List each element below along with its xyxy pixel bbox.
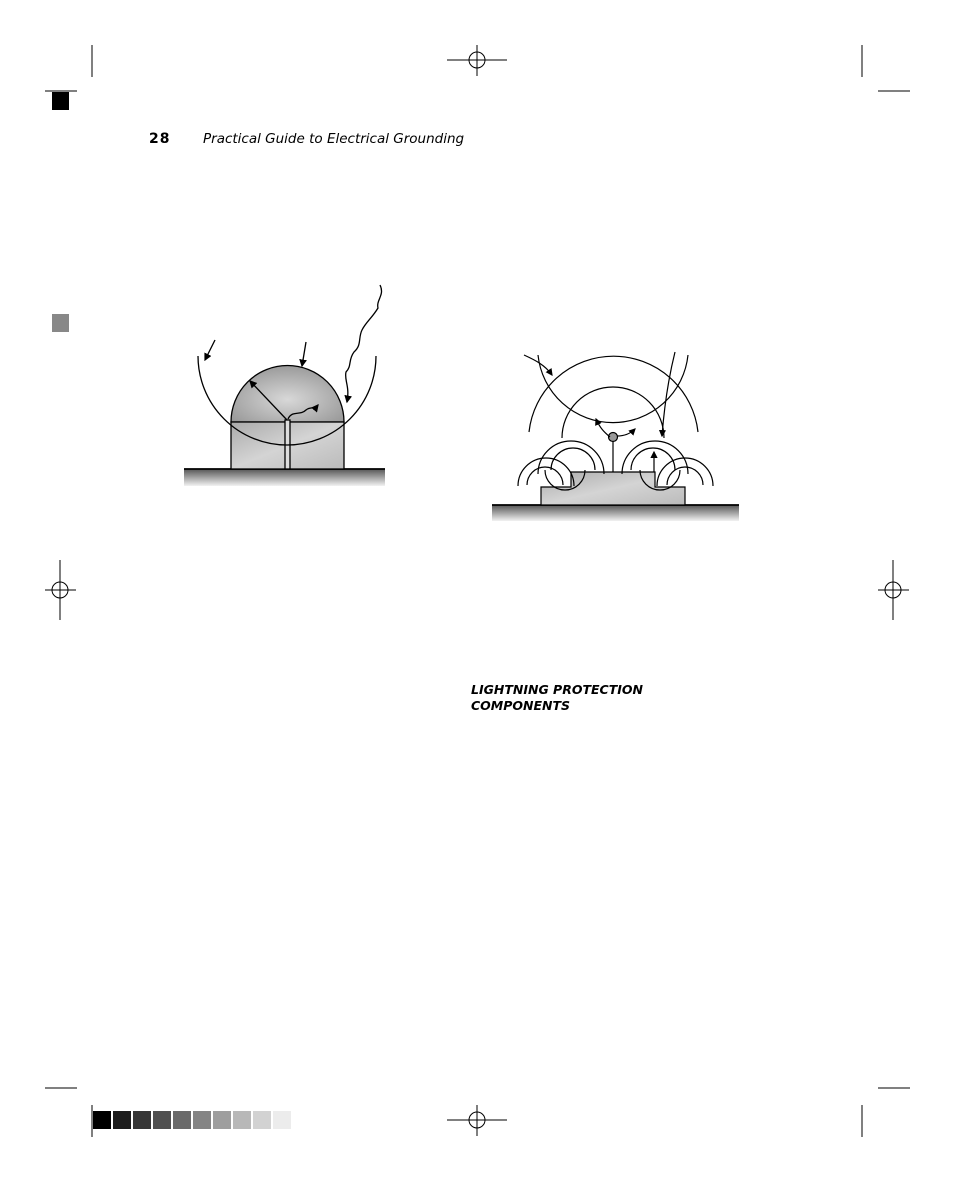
color-bar bbox=[93, 1111, 291, 1129]
page-number: 28 bbox=[149, 131, 171, 147]
figure-rolling-sphere-stepped bbox=[492, 352, 739, 521]
registration-marks bbox=[45, 45, 909, 1136]
color-bar-swatch bbox=[233, 1111, 251, 1129]
section-heading-line2: COMPONENTS bbox=[471, 698, 571, 713]
color-bar-swatch bbox=[173, 1111, 191, 1129]
color-bar-swatch bbox=[153, 1111, 171, 1129]
figure-rolling-sphere-dome bbox=[184, 285, 385, 486]
color-bar-swatch bbox=[93, 1111, 111, 1129]
black-tab-marker bbox=[52, 92, 69, 110]
color-bar-swatch bbox=[273, 1111, 291, 1129]
running-title: Practical Guide to Electrical Grounding bbox=[203, 131, 465, 147]
color-bar-swatch bbox=[213, 1111, 231, 1129]
color-bar-swatch bbox=[253, 1111, 271, 1129]
color-bar-swatch bbox=[113, 1111, 131, 1129]
color-bar-swatch bbox=[133, 1111, 151, 1129]
color-bar-swatch bbox=[193, 1111, 211, 1129]
section-heading-line1: LIGHTNING PROTECTION bbox=[471, 682, 643, 697]
section-heading bbox=[471, 682, 643, 714]
gray-tab-marker bbox=[52, 314, 69, 332]
crop-marks bbox=[45, 45, 910, 1137]
